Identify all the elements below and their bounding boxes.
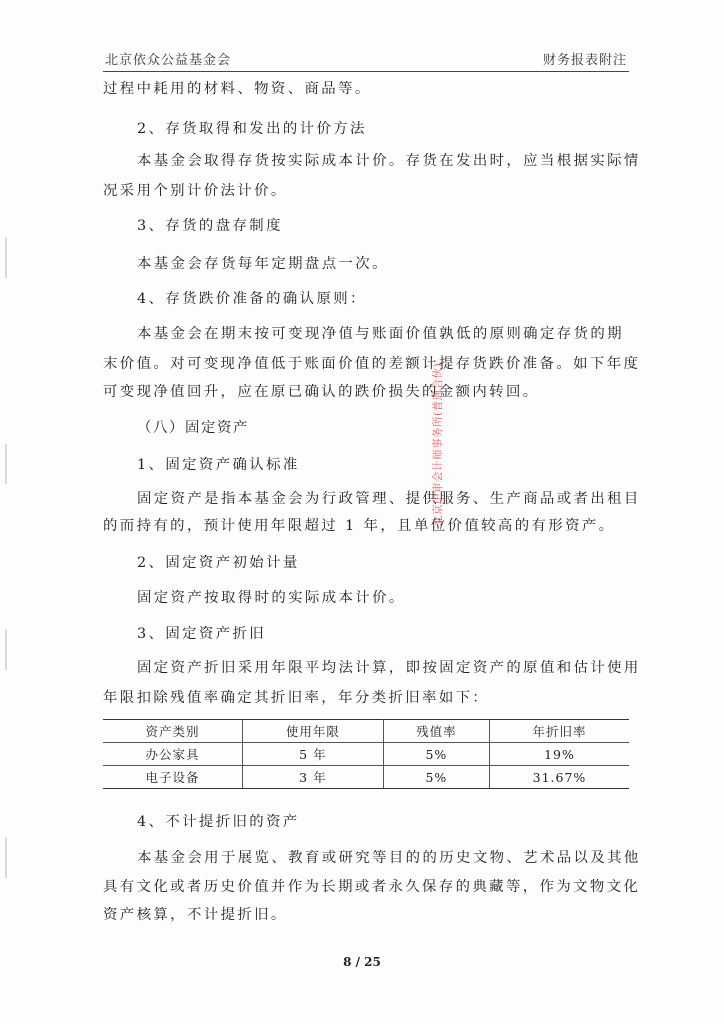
chapter-heading: （八）固定资产 [137, 420, 249, 436]
table-cell: 31.67% [489, 766, 629, 789]
table-header-cell: 资产类别 [103, 720, 242, 743]
table-cell: 办公家具 [103, 743, 242, 766]
body-line: 固定资产折旧采用年限平均法计算，即按固定资产的原值和估计使用 [137, 660, 641, 676]
table-cell: 5% [383, 743, 489, 766]
body-line: 可变现净值回升，应在原已确认的跌价损失的金额内转回。 [103, 384, 540, 400]
scan-edge-mark [5, 630, 7, 670]
section-heading: 4、存货跌价准备的确认原则： [137, 291, 367, 307]
section-heading: 1、固定资产确认标准 [137, 457, 300, 473]
table-header-cell: 年折旧率 [489, 720, 629, 743]
body-line: 本基金会存货每年定期盘点一次。 [137, 256, 389, 272]
header-document-title: 财务报表附注 [542, 53, 627, 68]
body-line: 固定资产是指本基金会为行政管理、提供服务、生产商品或者出租目 [137, 491, 641, 507]
scan-edge-mark [5, 838, 7, 878]
body-line: 年限扣除残值率确定其折旧率，年分类折旧率如下： [103, 690, 490, 706]
section-heading: 4、不计提折旧的资产 [137, 814, 300, 830]
table-row [103, 766, 629, 789]
table-cell: 3 年 [242, 766, 383, 789]
page-header [103, 46, 629, 68]
table-row [103, 743, 629, 766]
scan-edge-mark [5, 238, 7, 278]
section-heading: 2、存货取得和发出的计价方法 [137, 121, 367, 137]
body-line: 末价值。对可变现净值低于账面价值的差额计提存货跌价准备。如下年度 [103, 356, 641, 372]
table-cell: 5% [383, 766, 489, 789]
body-line: 本基金会在期末按可变现净值与账面价值孰低的原则确定存货的期 [137, 326, 624, 342]
table-cell: 19% [489, 743, 629, 766]
table-cell: 电子设备 [103, 766, 242, 789]
body-line: 具有文化或者历史价值并作为长期或者永久保存的典藏等，作为文物文化 [103, 879, 641, 895]
header-organization: 北京依众公益基金会 [105, 53, 232, 68]
table-header-row [103, 720, 629, 743]
body-line: 过程中耗用的材料、物资、商品等。 [103, 81, 372, 97]
depreciation-rate-table [103, 719, 629, 789]
body-line: 的而持有的，预计使用年限超过 1 年，且单位价值较高的有形资产。 [103, 518, 616, 534]
section-heading: 3、固定资产折旧 [137, 626, 267, 642]
table-cell: 5 年 [242, 743, 383, 766]
header-divider [103, 71, 629, 72]
scan-edge-mark [5, 444, 7, 484]
audit-firm-stamp: 北京中审会计师事务所(普通合伙) [432, 362, 444, 526]
body-line: 本基金会取得存货按实际成本计价。存货在发出时，应当根据实际情 [137, 153, 641, 169]
body-line: 况采用个别计价法计价。 [103, 183, 288, 199]
table-header-cell: 残值率 [383, 720, 489, 743]
body-line: 固定资产按取得时的实际成本计价。 [137, 590, 406, 606]
table-header-cell: 使用年限 [242, 720, 383, 743]
body-line: 本基金会用于展览、教育或研究等目的的历史文物、艺术品以及其他 [137, 850, 641, 866]
page-number: 8 / 25 [343, 955, 381, 969]
body-line: 资产核算，不计提折旧。 [103, 907, 288, 923]
section-heading: 3、存货的盘存制度 [137, 218, 283, 234]
section-heading: 2、固定资产初始计量 [137, 555, 300, 571]
